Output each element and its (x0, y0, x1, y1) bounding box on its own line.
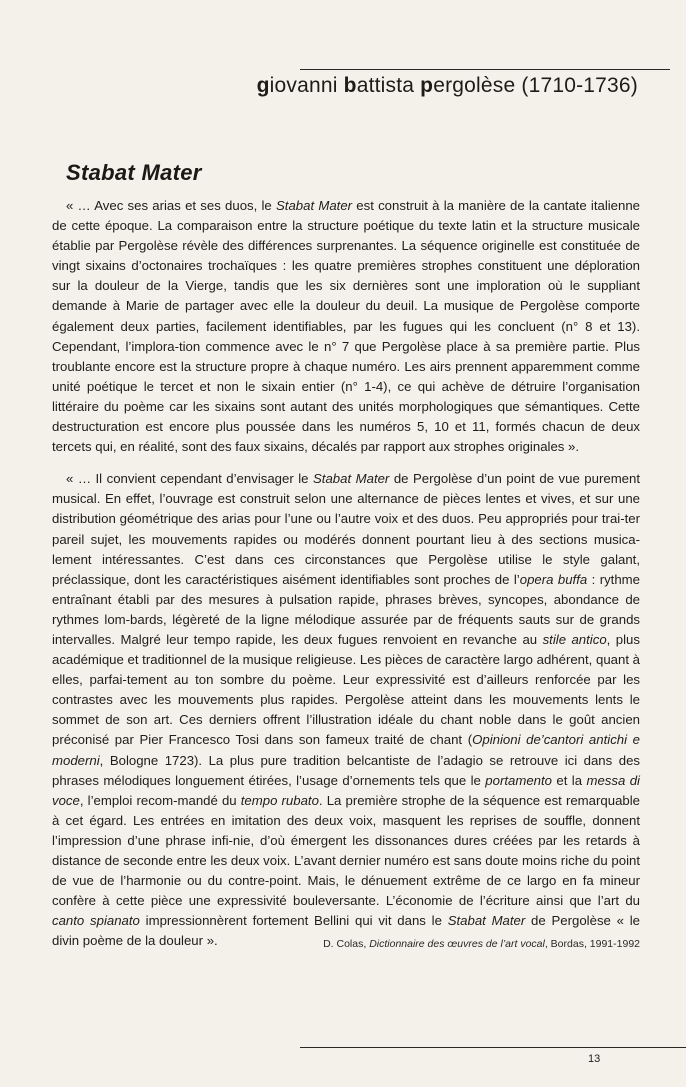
footer-rule (300, 1047, 686, 1048)
italic-run: Stabat Mater (313, 471, 390, 487)
text-run: « … Il convient cependant d’envisager le (66, 471, 313, 487)
running-header (257, 74, 638, 98)
italic-run: Dictionnaire des œuvres de l’art vocal (369, 938, 545, 950)
text-run: . La première strophe de la séquence est remarquable à cet égard. Les entrées en imitation des deux voix, masquent les reprises de souffle, donnent l’impression d’une phrase infi-nie, d’où émergent les dissonances dures créées par les retards à distance de seconde entre les deux voix. L’avant dernier numéro est sans doute moins riche du point de vue de l’harmonie ou du contre-point. Mais, le dénuement extrême de ce largo en fa mineur confère à cette pièce une expressivité bouleversante. L’économie de l’écriture ainsi que l’art du (52, 792, 640, 909)
italic-run: Stabat Mater (447, 913, 526, 929)
header-title-part: b (343, 74, 357, 97)
italic-run: canto spianato (52, 913, 140, 929)
text-run: , Bologne 1723). La plus pure tradition belcantiste de l’adagio se retrouve ici dans des phrases mélodiques longuement étirées, l’usage d’ornements tels que le (52, 752, 640, 788)
header-title-part: g (256, 74, 270, 97)
text-run: de Pergolèse d’un point de vue purement musical. En effet, l’ouvrage est construit selon une alternance de pièces lentes et vives, et sur une distribution géométrique des arias pour l’une ou l’autre voix et des duos. Peu appropriés pour trai-ter pareil sujet, les mouvements rapides ou modérés donnent pourtant lieu à des sections musica-lement intéressantes. C’est dans ces circonstances que Pergolèse utilise le style galant, préclassique, dont les caractéristiques aisément identifiables sont proches de l’ (52, 471, 641, 587)
header-title-part: ergolèse (1710-1736) (433, 74, 638, 97)
text-run: « … Avec ses arias et ses duos, le (66, 198, 276, 213)
italic-run: Stabat Mater (276, 198, 353, 213)
text-run: de Pergolèse « le divin poème de la douleur ». (52, 913, 640, 949)
text-run: impressionnèrent fortement Bellini qui vit dans le (139, 913, 448, 929)
text-run: D. Colas, (323, 938, 370, 950)
header-rule (300, 69, 670, 70)
text-run: et la (552, 772, 587, 788)
text-run: , l’emploi recom-mandé du (79, 792, 241, 808)
header-title-part: attista (356, 74, 421, 97)
body-text (52, 196, 640, 951)
italic-run: opera buffa (519, 571, 588, 587)
page-number: 13 (588, 1053, 601, 1065)
paragraph (52, 196, 640, 457)
header-title-part: iovanni (269, 74, 344, 97)
source-attribution (323, 938, 640, 950)
italic-run: portamento (485, 772, 552, 788)
section-title: Stabat Mater (66, 160, 202, 185)
paragraph (52, 469, 640, 951)
text-run: est construit à la manière de la cantate italienne de cette époque. La comparaison entre la structure poétique du texte latin et la structure musicale établie par Pergolèse révèle des différences surprenantes. La séquence originelle est constituée de vingt sixains d’octonaires trochaïques : les quatre premières strophes constituent une déploration sur la douleur de la Vierge, tandis que les six dernières sont une imploration où le suppliant demande à Marie de partager avec elle la douleur du deuil. La musique de Pergolèse comporte également deux parties, facilement identifiables, par les fugues qui les concluent (n° 8 et 13). Cependant, l’implora-tion commence avec le n° 7 que Pergolèse place à sa première partie. Plus troublante encore est la structure propre à chaque numéro. Les airs prennent apparemment comme unité poétique le tercet et non le sixain entier (n° 1-4), ce qui achève de détruire l’organisation littéraire du poème car les sixains sont autant des unités morphologiques que sémantiques. Cette destructuration est encore plus poussée dans les numéros 5, 10 et 11, formés chacun de deux tercets qui, en réalité, sont des faux sixains, décalés par rapport aux strophes originales ». (52, 198, 641, 455)
italic-run: stile antico (542, 631, 607, 647)
italic-run: Opinioni de’cantori antichi e moderni (52, 732, 641, 768)
italic-run: messa di voce (52, 772, 640, 808)
header-title-part: p (420, 74, 434, 97)
text-run: , plus académique et traditionnel de la musique religieuse. Les pièces de caractère largo adhérent, quant à elles, parfai-tement au ton sombre du poème. Leur expressivité est d’ailleurs renforcée par les contrastes avec les mouvements plus rapides. Pergolèse atteint dans les mouvements lents le sommet de son art. Ces derniers offrent l’illustration idéale du chant noble dans le goût ancien préconisé par Pier Francesco Tosi dans son fameux traité de chant ( (52, 631, 640, 748)
text-run: : rythme entraînant établi par des mesures à pulsation rapide, phrases brèves, syncopes, abondance de rythmes lom-bards, légèreté de la ligne mélodique assurée par de fréquents sauts sur de grands intervalles. Malgré leur tempo rapide, les deux fugues renvoient en revanche au (52, 571, 640, 647)
italic-run: tempo rubato (240, 792, 319, 808)
text-run: , Bordas, 1991-1992 (544, 938, 640, 950)
